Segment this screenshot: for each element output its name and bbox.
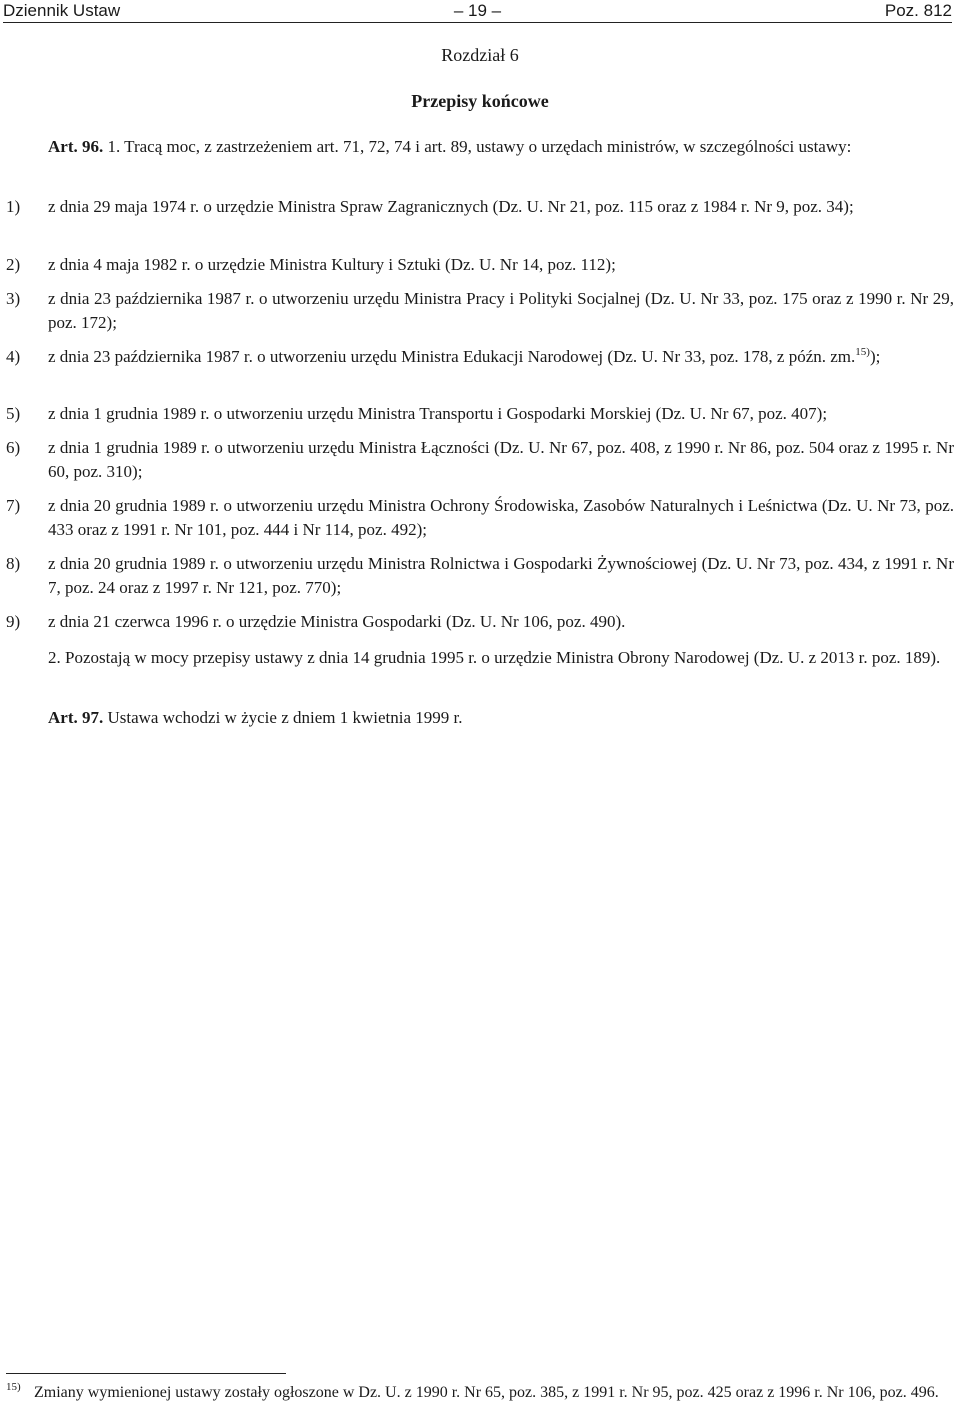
- footnote-reference: 15): [855, 346, 870, 358]
- list-item-text: z dnia 21 czerwca 1996 r. o urzędzie Ministra Gospodarki (Dz. U. Nr 106, poz. 490).: [48, 612, 626, 631]
- footnote: [6, 1382, 954, 1404]
- list-item: [6, 345, 954, 369]
- footnote-mark: 15): [6, 1381, 21, 1393]
- list-item-text: z dnia 4 maja 1982 r. o urzędzie Ministra Kultury i Sztuki (Dz. U. Nr 14, poz. 112);: [48, 255, 616, 274]
- article-96-label: Art. 96.: [48, 137, 104, 156]
- position-number: Poz. 812: [884, 1, 952, 20]
- list-item-text: z dnia 20 grudnia 1989 r. o utworzeniu urzędu Ministra Ochrony Środowiska, Zasobów Naturalnych i Leśnictwa (Dz. U. Nr 73, poz. 433 oraz z 1991 r. Nr 101, poz. 444 i Nr 114, poz. 492);: [48, 496, 954, 539]
- list-item-text: z dnia 20 grudnia 1989 r. o utworzeniu urzędu Ministra Rolnictwa i Gospodarki Żywnościowej (Dz. U. Nr 73, poz. 434, z 1991 r. Nr 7, poz. 24 oraz z 1997 r. Nr 121, poz. 770);: [48, 554, 954, 597]
- list-item-number: 2): [6, 255, 21, 274]
- list-item-number: 8): [6, 554, 21, 573]
- list-item: [6, 552, 954, 600]
- footnote-text: Zmiany wymienionej ustawy zostały ogłoszone w Dz. U. z 1990 r. Nr 65, poz. 385, z 1991 r. Nr 95, poz. 425 oraz z 1996 r. Nr 106, poz. 496.: [34, 1384, 939, 1401]
- list-item-number: 5): [6, 404, 21, 423]
- list-item-text: z dnia 1 grudnia 1989 r. o utworzeniu urzędu Ministra Transportu i Gospodarki Morskiej (Dz. U. Nr 67, poz. 407);: [48, 404, 828, 423]
- list-item-number: 4): [6, 347, 21, 366]
- list-item: [6, 494, 954, 542]
- list-item-number: 6): [6, 438, 21, 457]
- list-item-number: 9): [6, 612, 21, 631]
- footnote-divider: [6, 1373, 286, 1374]
- list-item-number: 7): [6, 496, 21, 515]
- list-item: [6, 610, 954, 634]
- list-item: [6, 436, 954, 484]
- list-item-text: z dnia 29 maja 1974 r. o urzędzie Ministra Spraw Zagranicznych (Dz. U. Nr 21, poz. 115 oraz z 1984 r. Nr 9, poz. 34);: [48, 197, 854, 216]
- article-97: [6, 706, 954, 730]
- list-item-text-end: );: [869, 347, 881, 366]
- list-item-text: z dnia 1 grudnia 1989 r. o utworzeniu urzędu Ministra Łączności (Dz. U. Nr 67, poz. 408, z 1990 r. Nr 86, poz. 504 oraz z 1995 r. Nr 60, poz. 310);: [48, 438, 954, 481]
- section-title: Przepisy końcowe: [411, 91, 549, 111]
- chapter-heading: Rozdział 6: [441, 45, 519, 65]
- article-96-text: 1. Tracą moc, z zastrzeżeniem art. 71, 72, 74 i art. 89, ustawy o urzędach ministrów, w szczególności ustawy:: [103, 137, 852, 156]
- list-item: [6, 287, 954, 335]
- list-item-number: 1): [6, 197, 21, 216]
- list-item: [6, 402, 954, 426]
- article-97-label: Art. 97.: [48, 708, 104, 727]
- article-97-text: Ustawa wchodzi w życie z dniem 1 kwietnia 1999 r.: [103, 708, 463, 727]
- list-item: [6, 195, 954, 219]
- journal-title: Dziennik Ustaw: [3, 1, 121, 20]
- list-item-number: 3): [6, 289, 21, 308]
- list-item: [6, 253, 954, 277]
- article-96-intro: [6, 135, 954, 159]
- paragraph-2-text: 2. Pozostają w mocy przepisy ustawy z dnia 14 grudnia 1995 r. o urzędzie Ministra Obrony Narodowej (Dz. U. z 2013 r. poz. 189).: [48, 648, 941, 667]
- page-header: [3, 0, 952, 23]
- article-96-paragraph-2: [6, 646, 954, 670]
- list-item-text: z dnia 23 października 1987 r. o utworzeniu urzędu Ministra Edukacji Narodowej (Dz. U. Nr 33, poz. 178, z późn. zm.: [48, 347, 856, 366]
- page-number: – 19 –: [453, 1, 502, 20]
- list-item-text: z dnia 23 października 1987 r. o utworzeniu urzędu Ministra Pracy i Polityki Socjalnej (Dz. U. Nr 33, poz. 175 oraz z 1990 r. Nr 29, poz. 172);: [48, 289, 954, 332]
